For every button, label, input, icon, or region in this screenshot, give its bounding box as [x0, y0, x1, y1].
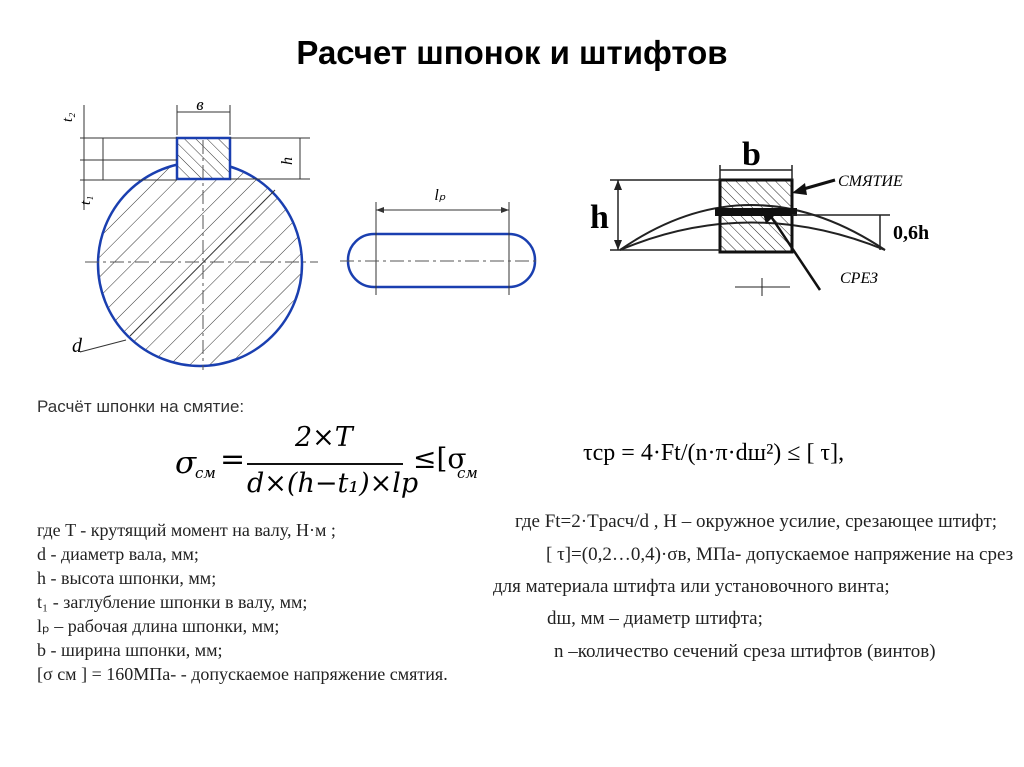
right-formula: τср = 4·Ft/(n·π·dш²) ≤ [ τ], [583, 440, 845, 466]
pin-shear-diagram [580, 125, 970, 300]
def-line: b - ширина шпонки, мм; [37, 640, 223, 660]
right-def-line: для материала штифта или установочного винта; [493, 576, 890, 597]
right-def-line: где Ft=2·Tрасч/d , Н – окружное усилие, срезающее штифт; [515, 511, 998, 532]
formula-eq: = [220, 442, 246, 477]
page-title: Расчет шпонок и штифтов [296, 34, 728, 71]
label-h-big: h [590, 199, 609, 236]
formula-denominator: d×(h−t₁)×lp [247, 468, 419, 499]
label-lp: lₚ [434, 187, 446, 204]
label-shear: СРЕЗ [840, 270, 878, 287]
def-line: lₚ – рабочая длина шпонки, мм; [37, 616, 280, 636]
label-b-big: b [742, 136, 761, 173]
def-line: t₁ - заглубление шпонки в валу, мм; [37, 592, 308, 612]
right-def-line: dш, мм – диаметр штифта; [547, 608, 763, 629]
formula-rsub: см [457, 464, 478, 482]
label-crush: СМЯТИЕ [838, 173, 903, 190]
left-definitions [37, 518, 448, 686]
left-heading: Расчёт шпонки на смятие: [37, 397, 245, 416]
formula-numerator: 2×T [295, 422, 353, 453]
def-line: [σ см ] = 160МПа- - допускаемое напряжение смятия. [37, 664, 448, 684]
formula-sigma: σ [175, 445, 197, 481]
key-top-view-diagram [340, 180, 540, 300]
left-formula [175, 422, 505, 512]
label-06h: 0,6h [893, 222, 930, 244]
label-d: d [72, 335, 82, 357]
label-t2: t₂ [60, 112, 76, 122]
formula-leq: ≤[σ [413, 442, 467, 475]
label-b: в [196, 95, 204, 114]
def-line: где T - крутящий момент на валу, Н·м ; [37, 520, 336, 540]
shaft-key-diagram [50, 95, 340, 375]
def-line: h - высота шпонки, мм; [37, 568, 217, 588]
right-def-line: n –количество сечений среза штифтов (винтов) [554, 641, 936, 662]
formula-sigma-sub: см [195, 464, 216, 482]
fraction-bar [247, 463, 403, 465]
def-line: d - диаметр вала, мм; [37, 544, 199, 564]
label-t1: t₁ [78, 195, 94, 205]
label-h: h [279, 157, 296, 165]
right-def-line: [ τ]=(0,2…0,4)·σв, МПа- допускаемое напряжение на срез [546, 544, 1014, 565]
